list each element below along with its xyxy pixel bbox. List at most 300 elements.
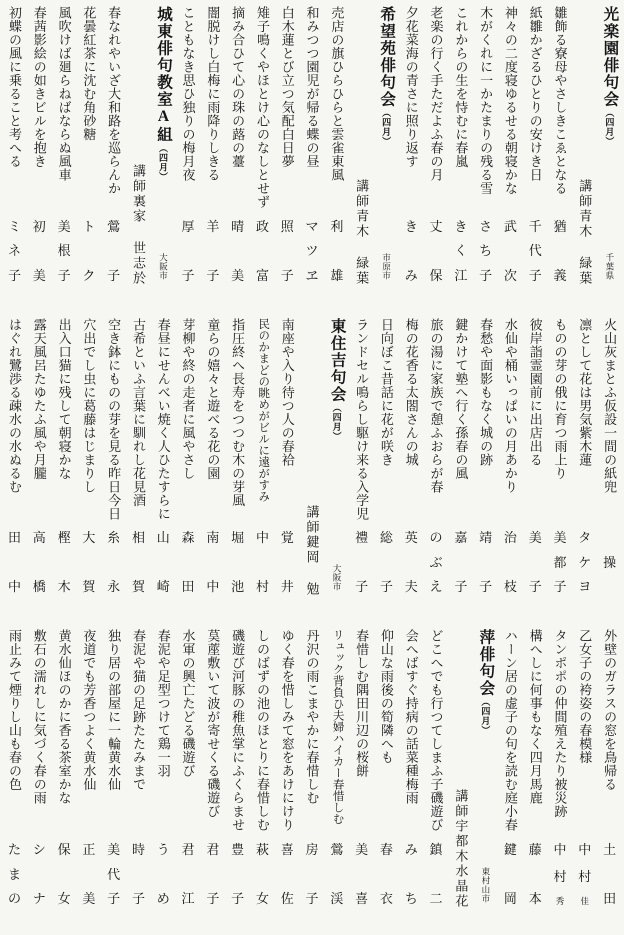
haiku-author-char: 美 bbox=[32, 267, 46, 283]
haiku-text: 闇脱けし白梅に雨降りしきる bbox=[205, 6, 221, 182]
haiku-author bbox=[523, 531, 548, 593]
lecturer-label: 講師 bbox=[453, 789, 469, 820]
haiku-column bbox=[473, 6, 498, 310]
haiku-text: どこへでも行つてしまふ子磯遊び bbox=[428, 629, 444, 832]
haiku-text: はぐれ鷺渉る疎水の水ぬるむ bbox=[6, 317, 22, 494]
haiku-text: 丹沢の雨こまやかに春惜しむ bbox=[304, 629, 320, 805]
haiku-author-char: 子 bbox=[107, 267, 121, 283]
haiku-author-char: 義 bbox=[553, 267, 567, 283]
haiku-author-char: 代 bbox=[107, 866, 121, 882]
text-band-3 bbox=[0, 623, 624, 935]
haiku-author bbox=[597, 531, 622, 593]
haiku-column bbox=[324, 6, 349, 310]
haiku-column bbox=[27, 6, 52, 310]
haiku-author bbox=[448, 220, 473, 282]
haiku-text: 花曇紅茶に沈む角砂糖 bbox=[81, 6, 97, 141]
haiku-column bbox=[374, 318, 399, 622]
haiku-text: 摘み合ひて心の珠の蕗の薹 bbox=[230, 6, 246, 168]
haiku-author-char: 堀 bbox=[231, 530, 245, 546]
haiku-text: 売店の旗ひらひらと雲雀東風 bbox=[329, 6, 345, 182]
haiku-text: 雉子鳴くやほとけ心のなしとせず bbox=[254, 6, 270, 209]
haiku-author bbox=[225, 843, 250, 905]
haiku-text: 雨止みて煙りし山も春の色 bbox=[6, 629, 22, 792]
haiku-column bbox=[548, 318, 573, 622]
haiku-author bbox=[200, 220, 225, 282]
section-title-text: 東住吉句会 bbox=[328, 317, 346, 403]
section-month-label: （四月） bbox=[604, 108, 615, 146]
haiku-author-char: 子 bbox=[131, 891, 145, 907]
haiku-text: 茣蓙敷いて波が寄せくる磯遊び bbox=[205, 629, 221, 819]
haiku-author-char: 相 bbox=[131, 530, 145, 546]
haiku-author-char: 操 bbox=[603, 554, 617, 570]
haiku-column bbox=[300, 629, 325, 933]
haiku-author-char: 中 bbox=[7, 579, 21, 595]
haiku-author bbox=[27, 531, 52, 593]
haiku-text: タンポポの仲間殖えたり被災跡 bbox=[552, 629, 568, 819]
haiku-author-char: 賀 bbox=[82, 579, 96, 595]
haiku-column bbox=[76, 318, 101, 622]
haiku-author bbox=[548, 220, 573, 282]
haiku-author-char: 子 bbox=[305, 891, 319, 907]
haiku-text: 春泥や足型つけて鶏一羽 bbox=[155, 629, 171, 778]
haiku-text: 構へしに何事もなく四月馬鹿 bbox=[527, 629, 543, 805]
haiku-column bbox=[498, 6, 523, 310]
haiku-column bbox=[76, 629, 101, 933]
haiku-column bbox=[52, 318, 77, 622]
haiku-author-char: 鶯 bbox=[107, 218, 121, 234]
haiku-author bbox=[597, 843, 622, 905]
haiku-author bbox=[27, 220, 52, 282]
lecturer-column bbox=[126, 6, 151, 310]
haiku-author bbox=[176, 531, 201, 593]
haiku-text: 露天風呂たゆたふ風や月朧 bbox=[31, 317, 47, 480]
haiku-author-char: 鍵 bbox=[503, 842, 517, 858]
haiku-author-char: き bbox=[454, 218, 468, 234]
haiku-author bbox=[2, 843, 27, 905]
haiku-column bbox=[424, 629, 449, 933]
section-header-column bbox=[473, 629, 498, 933]
section-header-column bbox=[151, 6, 176, 310]
haiku-author-char: ケ bbox=[578, 554, 592, 570]
haiku-text: 乙女子の袴姿の春模様 bbox=[577, 629, 593, 765]
haiku-author bbox=[275, 843, 300, 905]
haiku-author bbox=[399, 843, 424, 905]
haiku-column bbox=[275, 6, 300, 310]
haiku-text: 空き鉢にものの芽を見る昨日今日 bbox=[106, 317, 122, 521]
haiku-author-char: 総 bbox=[379, 530, 393, 546]
haiku-column bbox=[126, 629, 151, 933]
haiku-author-char: 美 bbox=[107, 842, 121, 858]
section-city-wrap bbox=[324, 564, 349, 591]
haiku-text: 古希といふ言葉に馴れし花見酒 bbox=[130, 317, 146, 507]
haiku-author-char: 田 bbox=[181, 579, 195, 595]
haiku-text: 芽柳や終の走者に風やさし bbox=[180, 317, 196, 480]
haiku-author bbox=[126, 531, 151, 593]
haiku-column bbox=[597, 629, 622, 933]
haiku-column bbox=[126, 318, 151, 622]
haiku-author bbox=[498, 843, 523, 905]
haiku-author-char: 子 bbox=[206, 891, 220, 907]
haiku-text: 紙雛かざるひとりの安けき日 bbox=[527, 6, 543, 182]
haiku-author bbox=[101, 531, 126, 593]
lecturer-wrap bbox=[572, 179, 597, 286]
haiku-author-char: ヨ bbox=[578, 579, 592, 595]
haiku-author-char: ぶ bbox=[429, 554, 443, 570]
haiku-text: リュック背負ひ夫婦ハイカー春惜しむ bbox=[331, 629, 344, 825]
haiku-author bbox=[101, 843, 126, 905]
section-city-wrap bbox=[374, 253, 399, 280]
haiku-author-char: 永 bbox=[107, 579, 121, 595]
lecturer bbox=[454, 789, 467, 909]
haiku-author bbox=[548, 531, 573, 593]
haiku-column bbox=[349, 318, 374, 622]
haiku-author-char: 子 bbox=[231, 891, 245, 907]
haiku-column bbox=[424, 318, 449, 622]
haiku-text: 白木蓮とび立つ気配白日夢 bbox=[279, 6, 295, 168]
haiku-column bbox=[176, 6, 201, 310]
haiku-author-char: 藤 bbox=[528, 842, 542, 858]
haiku-author bbox=[399, 531, 424, 593]
haiku-author-char: 鎮 bbox=[429, 842, 443, 858]
haiku-column bbox=[27, 629, 52, 933]
haiku-author-char: 中 bbox=[553, 842, 567, 858]
lecturer bbox=[355, 179, 368, 286]
lecturer bbox=[578, 179, 591, 286]
haiku-text: 穴出でし虫に葛藤はじまりし bbox=[81, 317, 97, 494]
haiku-column bbox=[473, 318, 498, 622]
haiku-author-char: 豊 bbox=[231, 842, 245, 858]
haiku-author-char: 女 bbox=[57, 891, 71, 907]
haiku-author bbox=[324, 843, 349, 905]
haiku-author-char: ま bbox=[7, 866, 21, 882]
haiku-column bbox=[52, 629, 77, 933]
haiku-column bbox=[374, 629, 399, 933]
haiku-author bbox=[523, 220, 548, 282]
haiku-author-char: く bbox=[454, 243, 468, 259]
haiku-author-char: 春 bbox=[379, 842, 393, 858]
haiku-text: 老楽の行く手ただよふ春の月 bbox=[428, 6, 444, 182]
haiku-author-char-small: 佳 bbox=[580, 895, 590, 906]
haiku-author bbox=[52, 531, 77, 593]
haiku-author bbox=[473, 220, 498, 282]
haiku-author bbox=[424, 220, 449, 282]
haiku-column bbox=[399, 629, 424, 933]
section-city-label: 千葉県 bbox=[604, 252, 615, 280]
haiku-text: 初蝶の風に乗ること考へる bbox=[6, 6, 22, 168]
haiku-author-char: 根 bbox=[57, 243, 71, 259]
haiku-author-char: タ bbox=[578, 530, 592, 546]
lecturer-name: 鍵岡 勉 bbox=[304, 535, 320, 598]
section-city-label: 東村山市 bbox=[480, 867, 491, 904]
haiku-author-char: 嘉 bbox=[454, 530, 468, 546]
haiku-column bbox=[101, 318, 126, 622]
lecturer-wrap bbox=[300, 505, 325, 597]
haiku-author-char: 中 bbox=[578, 842, 592, 858]
haiku-column bbox=[548, 629, 573, 933]
haiku-text: ものの芽の俄に育つ雨上り bbox=[552, 317, 568, 480]
haiku-text: 仰山な雨後の筍隣へも bbox=[378, 629, 394, 765]
haiku-author-char: え bbox=[429, 579, 443, 595]
haiku-column bbox=[448, 318, 473, 622]
haiku-text: 旅の湯に家族で憩ふおらが春 bbox=[428, 317, 444, 494]
haiku-text: 民のかまどの眺めがビルに遠がすみ bbox=[257, 317, 270, 502]
lecturer-wrap bbox=[448, 789, 473, 909]
haiku-author-char: 子 bbox=[528, 267, 542, 283]
haiku-author-char: 岡 bbox=[503, 891, 517, 907]
haiku-author-char: 江 bbox=[181, 891, 195, 907]
haiku-author-char: 子 bbox=[528, 579, 542, 595]
haiku-author-char: 森 bbox=[181, 530, 195, 546]
haiku-author-char: 美 bbox=[528, 530, 542, 546]
haiku-author-char: 中 bbox=[206, 579, 220, 595]
haiku-column bbox=[176, 318, 201, 622]
haiku-author bbox=[572, 531, 597, 593]
haiku-text: 凛として花は男気紫木蓮 bbox=[577, 317, 593, 467]
section-month-label: （四月） bbox=[480, 697, 491, 736]
haiku-text: 指圧終へ長寿をつつむ木の芽風 bbox=[230, 317, 246, 507]
haiku-author-char: 代 bbox=[528, 243, 542, 259]
lecturer-column bbox=[300, 318, 325, 622]
lecturer-wrap bbox=[349, 179, 374, 286]
haiku-author-char: 子 bbox=[355, 579, 369, 595]
haiku-column bbox=[523, 629, 548, 933]
haiku-author-char: 子 bbox=[7, 267, 21, 283]
haiku-author-char: の bbox=[429, 530, 443, 546]
haiku-author bbox=[2, 220, 27, 282]
haiku-column bbox=[27, 318, 52, 622]
haiku-column bbox=[498, 318, 523, 622]
section-title-text: 城東俳句教室A組 bbox=[155, 6, 172, 144]
lecturer-label: 講師 bbox=[304, 505, 320, 536]
haiku-author-char: 崎 bbox=[156, 579, 170, 595]
haiku-author bbox=[52, 220, 77, 282]
haiku-text: 日向ぼこ昔話に花が咲き bbox=[378, 317, 394, 467]
haiku-author bbox=[225, 531, 250, 593]
haiku-author bbox=[448, 531, 473, 593]
haiku-author-char: 保 bbox=[429, 267, 443, 283]
haiku-author bbox=[275, 531, 300, 593]
haiku-author-char: 猶 bbox=[553, 218, 567, 234]
lecturer-name: 青木 緑葉 bbox=[577, 208, 593, 286]
haiku-author-char: 賀 bbox=[131, 579, 145, 595]
haiku-author-char: 喜 bbox=[355, 891, 369, 907]
haiku-author-char: 雄 bbox=[330, 267, 344, 283]
haiku-column bbox=[200, 318, 225, 622]
haiku-author bbox=[151, 531, 176, 593]
haiku-text: しのばずの池のほとりに春惜しむ bbox=[254, 629, 270, 832]
haiku-author bbox=[374, 843, 399, 905]
haiku-text: 夜道でも芳香つよく黄水仙 bbox=[81, 629, 97, 792]
haiku-text: 神々の二度寝ゆるせる朝寝かな bbox=[502, 6, 518, 195]
haiku-author-char: 枝 bbox=[503, 579, 517, 595]
haiku-author bbox=[399, 220, 424, 282]
haiku-text: 春惜しむ隅田川辺の桜餅 bbox=[354, 629, 370, 778]
haiku-author-char: 中 bbox=[255, 530, 269, 546]
haiku-author-char: 晴 bbox=[231, 218, 245, 234]
haiku-column bbox=[275, 318, 300, 622]
haiku-author-char: た bbox=[7, 842, 21, 858]
text-band-1 bbox=[0, 0, 624, 312]
haiku-column bbox=[76, 6, 101, 310]
section-city-label: 市原市 bbox=[381, 252, 392, 280]
haiku-text: 独り居の部屋に一輪黄水仙 bbox=[106, 629, 122, 792]
haiku-author-char: 高 bbox=[32, 530, 46, 546]
haiku-author-char: 田 bbox=[603, 891, 617, 907]
haiku-author-char: 厚 bbox=[181, 218, 195, 234]
haiku-author-char: 美 bbox=[355, 842, 369, 858]
haiku-author-char: 保 bbox=[57, 842, 71, 858]
haiku-column bbox=[225, 629, 250, 933]
haiku-author-char: 房 bbox=[305, 842, 319, 858]
haiku-author-char: 糸 bbox=[107, 530, 121, 546]
haiku-column bbox=[151, 318, 176, 622]
haiku-column bbox=[399, 6, 424, 310]
lecturer-label: 講師 bbox=[130, 163, 146, 194]
haiku-text: 火山灰まとふ仮設一間の紙兜 bbox=[602, 317, 618, 494]
haiku-author bbox=[473, 531, 498, 593]
haiku-author-char: ち bbox=[479, 243, 493, 259]
haiku-text: 和みつつ園児が帰る蝶の昼 bbox=[304, 6, 320, 168]
haiku-author-char: 覚 bbox=[280, 530, 294, 546]
haiku-column bbox=[2, 318, 27, 622]
haiku-author bbox=[349, 531, 374, 593]
haiku-column bbox=[275, 629, 300, 933]
lecturer-column bbox=[572, 6, 597, 310]
haiku-author-char: 初 bbox=[32, 218, 46, 234]
haiku-author-char: 子 bbox=[454, 579, 468, 595]
haiku-author-char: 君 bbox=[206, 842, 220, 858]
haiku-author bbox=[76, 531, 101, 593]
haiku-author-char: 衣 bbox=[379, 891, 393, 907]
haiku-author-char: 子 bbox=[479, 267, 493, 283]
haiku-author-char: 萩 bbox=[255, 842, 269, 858]
haiku-column bbox=[2, 6, 27, 310]
haiku-text: 木がくれに一かたまりの残る雪 bbox=[478, 6, 494, 195]
haiku-author-char: 村 bbox=[553, 868, 567, 884]
haiku-column bbox=[300, 6, 325, 310]
haiku-author-char: 井 bbox=[280, 579, 294, 595]
section-header-column bbox=[324, 318, 349, 622]
haiku-author bbox=[548, 843, 573, 905]
lecturer-name: 裏家 世志於 bbox=[130, 193, 146, 286]
haiku-author-char: の bbox=[7, 891, 21, 907]
haiku-column bbox=[523, 318, 548, 622]
haiku-author bbox=[2, 531, 27, 593]
haiku-author-char: み bbox=[404, 267, 418, 283]
haiku-column bbox=[597, 318, 622, 622]
haiku-author bbox=[101, 220, 126, 282]
lecturer bbox=[132, 164, 145, 286]
haiku-author-char: ち bbox=[404, 891, 418, 907]
haiku-text: 春なれやいざ大和路を巡らんか bbox=[106, 6, 122, 195]
section-city-wrap bbox=[151, 253, 176, 280]
haiku-author-char: み bbox=[404, 842, 418, 858]
haiku-column bbox=[548, 6, 573, 310]
haiku-author-char: 子 bbox=[181, 267, 195, 283]
haiku-column bbox=[225, 6, 250, 310]
haiku-author-char: ネ bbox=[7, 243, 21, 259]
lecturer-name: 青木 緑葉 bbox=[354, 208, 370, 286]
haiku-author-char: ツ bbox=[305, 243, 319, 259]
haiku-author bbox=[275, 220, 300, 282]
section-header-column bbox=[374, 6, 399, 310]
haiku-author bbox=[250, 531, 275, 593]
haiku-author-char: う bbox=[156, 842, 170, 858]
haiku-author-char: 禮 bbox=[355, 530, 369, 546]
haiku-author bbox=[250, 843, 275, 905]
haiku-text: ゆく春を惜しみて窓をあけにけり bbox=[279, 629, 295, 832]
section-city-wrap bbox=[473, 867, 498, 903]
haiku-text: 敷石の濡れしに気づく春の雨 bbox=[31, 629, 47, 805]
haiku-author bbox=[151, 843, 176, 905]
haiku-column bbox=[399, 318, 424, 622]
haiku-text: 出入口猫に残して朝寝かな bbox=[56, 317, 72, 480]
haiku-author-char: 村 bbox=[578, 868, 592, 884]
haiku-author-char: 子 bbox=[280, 267, 294, 283]
haiku-text: 夕花菜海の青さに照り返す bbox=[403, 6, 419, 168]
haiku-author-char: 二 bbox=[429, 891, 443, 907]
lecturer bbox=[306, 505, 319, 597]
haiku-text: 鍵かけて塾へ行く孫春の風 bbox=[453, 317, 469, 480]
haiku-text: 春泥や猫の足跡たたみまで bbox=[130, 629, 146, 792]
haiku-author-char: 英 bbox=[404, 530, 418, 546]
haiku-author-char: 子 bbox=[479, 579, 493, 595]
haiku-column bbox=[52, 6, 77, 310]
haiku-author-char: 渓 bbox=[330, 891, 344, 907]
haiku-author bbox=[250, 220, 275, 282]
haiku-author-char: ト bbox=[82, 218, 96, 234]
haiku-author-char: 子 bbox=[107, 891, 121, 907]
section-header-column bbox=[597, 6, 622, 310]
haiku-column bbox=[349, 629, 374, 933]
haiku-author-char-small: 秀 bbox=[555, 895, 565, 906]
lecturer-label: 講師 bbox=[577, 178, 593, 209]
haiku-author bbox=[300, 220, 325, 282]
haiku-author-char: 丈 bbox=[429, 218, 443, 234]
haiku-column bbox=[572, 318, 597, 622]
haiku-author bbox=[374, 531, 399, 593]
haiku-author-char: 美 bbox=[57, 218, 71, 234]
haiku-text: 春昼にせんべい焼く人ひたすらに bbox=[155, 317, 171, 521]
section-month-label: （四月） bbox=[158, 143, 168, 182]
lecturer-name: 宇都木水晶花 bbox=[453, 819, 469, 910]
haiku-author-char: さ bbox=[479, 218, 493, 234]
haiku-author-char: 本 bbox=[528, 891, 542, 907]
haiku-text: 水仙や桶いっぱいの月あかり bbox=[502, 317, 518, 494]
haiku-author-char: 女 bbox=[255, 891, 269, 907]
haiku-author bbox=[424, 531, 449, 593]
haiku-text: 梅の花香る太閤さんの城 bbox=[403, 317, 419, 467]
haiku-author bbox=[176, 843, 201, 905]
haiku-author-char: ミ bbox=[7, 218, 21, 234]
haiku-author-char: ヱ bbox=[305, 267, 319, 283]
haiku-author-char: 千 bbox=[528, 218, 542, 234]
section-title-text: 萍俳句会 bbox=[477, 629, 495, 698]
haiku-author bbox=[349, 843, 374, 905]
haiku-column bbox=[200, 629, 225, 933]
haiku-text: 春愁や面影もなく城の跡 bbox=[478, 317, 494, 467]
haiku-author-char: 靖 bbox=[479, 530, 493, 546]
haiku-author-char: 木 bbox=[57, 579, 71, 595]
haiku-author-char: 子 bbox=[57, 267, 71, 283]
lecturer-column bbox=[349, 6, 374, 310]
haiku-author bbox=[76, 220, 101, 282]
haiku-column bbox=[523, 6, 548, 310]
haiku-column bbox=[101, 629, 126, 933]
haiku-author-char: 治 bbox=[503, 530, 517, 546]
haiku-author-char: 大 bbox=[82, 530, 96, 546]
haiku-author-char: ナ bbox=[32, 891, 46, 907]
